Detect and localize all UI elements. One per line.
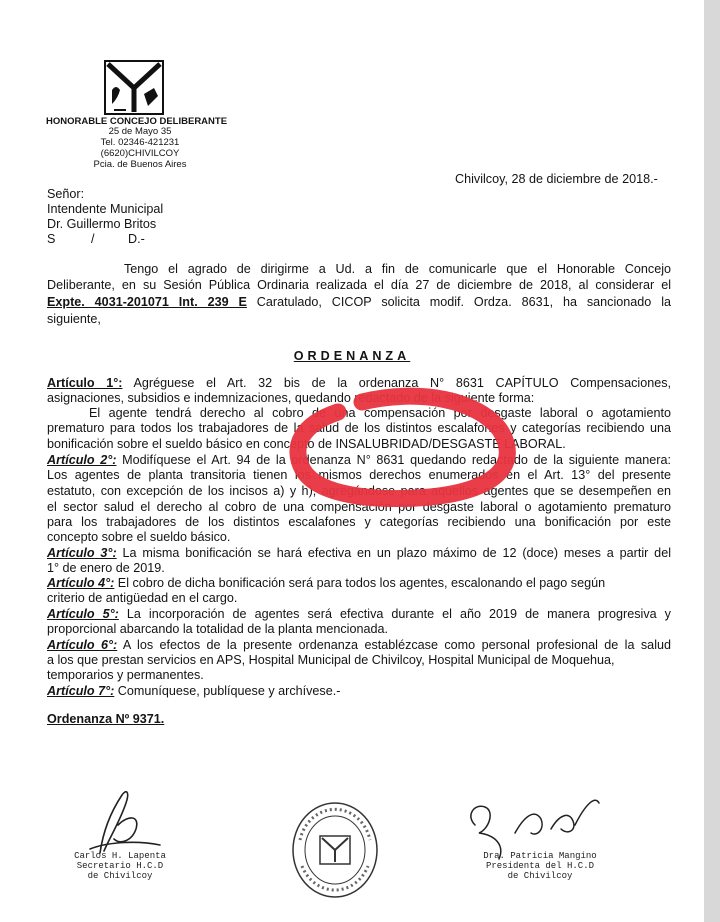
article-1-line-3: El agente tendrá derecho al cobro de una compensación por desgaste laboral o agotamiento xyxy=(89,406,671,420)
article-4-label: Artículo 4°: xyxy=(47,576,115,590)
article-1-line-4: prematuro para todos los trabajadores de la salud de los distintos escalafones y categorías recibiendo una xyxy=(47,421,671,435)
article-2-line-3: estatuto, con excepción de los incisos a) y h), agregándose para aquellos agentes que se desempeñen en xyxy=(47,484,671,498)
article-7-label: Artículo 7°: xyxy=(47,684,115,698)
date-line: Chivilcoy, 28 de diciembre de 2018.- xyxy=(455,172,658,186)
intro-line-2: Deliberante, en su Sesión Pública Ordinaria realizada el día 27 de diciembre de 2018, al considerar el xyxy=(47,278,671,292)
article-1-line-1 xyxy=(47,376,671,392)
article-2-line-6: concepto sobre el sueldo básico. xyxy=(47,530,231,544)
article-2-line-1 xyxy=(47,453,671,469)
article-5-line-1 xyxy=(47,607,671,623)
ordinance-number: Ordenanza Nº 9371. xyxy=(47,712,165,726)
article-1-text: Agréguese el Art. 32 bis de la ordenanza N° 8631 CAPÍTULO Compensaciones, xyxy=(122,376,671,390)
article-6-label: Artículo 6°: xyxy=(47,638,118,652)
intro-line-4: siguiente, xyxy=(47,312,101,326)
signature-left-name: Carlos H. Lapenta xyxy=(74,851,166,861)
signature-left-icon xyxy=(70,785,170,855)
article-4-line-1 xyxy=(47,576,671,592)
article-4-text: El cobro de dicha bonificación será para todos los agentes, escalonando el pago según xyxy=(114,576,606,590)
article-2-line-4: el sector salud el derecho al cobro de una compensación por desgaste laboral o agotamiento prematuro xyxy=(47,500,671,514)
article-2-label: Artículo 2°: xyxy=(47,453,117,467)
article-7-line-1 xyxy=(47,684,671,700)
article-3-text: La misma bonificación se hará efectiva en un plazo máximo de 12 (doce) meses a partir del xyxy=(116,546,671,560)
article-1-line-5: bonificación sobre el sueldo básico en concepto de INSALUBRIDAD/DESGASTE LABORAL. xyxy=(47,437,566,451)
article-6-line-2: a los que prestan servicios en APS, Hospital Municipal de Chivilcoy, Hospital Municipal de Moquehua, xyxy=(47,653,615,667)
article-5-text: La incorporación de agentes será efectiva durante el año 2019 de manera progresiva y xyxy=(118,607,671,621)
article-6-line-1 xyxy=(47,638,671,654)
article-4-line-2: criterio de antigüedad en el cargo. xyxy=(47,591,238,605)
expediente-number: Expte. 4031-201071 Int. 239 E xyxy=(47,295,247,309)
institution-name: HONORABLE CONCEJO DELIBERANTE xyxy=(46,116,228,127)
recipient-d: D.- xyxy=(128,232,145,246)
article-2-line-5: para los trabajadores de los distintos escalafones y categorías recibiendo una bonificación por este xyxy=(47,515,671,529)
intro-line-3-rest: Caratulado, CICOP solicita modif. Ordza. 8631, ha sancionado la xyxy=(246,295,671,309)
province-line: Pcia. de Buenos Aires xyxy=(93,159,187,170)
postal-line: (6620)CHIVILCOY xyxy=(100,148,180,159)
article-7-text: Comuníquese, publíquese y archívese.- xyxy=(114,684,341,698)
signature-right-place: de Chivilcoy xyxy=(507,871,573,881)
article-3-line-1 xyxy=(47,546,671,562)
recipient-title: Intendente Municipal xyxy=(47,202,164,216)
signature-left-role: Secretario H.C.D xyxy=(76,861,164,871)
signature-right-name: Dra. Patricia Mangino xyxy=(483,851,597,861)
council-logo xyxy=(104,60,164,115)
article-6-text: A los efectos de la presente ordenanza establézcase como personal profesional de la salud xyxy=(117,638,671,652)
official-seal-icon xyxy=(290,800,380,900)
signature-left-place: de Chivilcoy xyxy=(87,871,153,881)
article-1-line-2: asignaciones, subsidios e indemnizaciones, quedando redactado de la siguiente forma: xyxy=(47,391,535,405)
article-3-line-2: 1° de enero de 2019. xyxy=(47,561,165,575)
signature-right-icon xyxy=(455,785,605,860)
recipient-name: Dr. Guillermo Britos xyxy=(47,217,157,231)
intro-line-1: Tengo el agrado de dirigirme a Ud. a fin de comunicarle que el Honorable Concejo xyxy=(124,262,671,276)
article-5-label: Artículo 5°: xyxy=(47,607,119,621)
ordinance-title: ORDENANZA xyxy=(293,349,411,363)
recipient-s: S xyxy=(47,232,56,246)
recipient-slash: / xyxy=(91,232,95,246)
article-1-label: Artículo 1°: xyxy=(47,376,123,390)
signature-right-role: Presidenta del H.C.D xyxy=(485,861,595,871)
article-6-line-3: temporarios y permanentes. xyxy=(47,668,204,682)
phone-line: Tel. 02346-421231 xyxy=(100,137,180,148)
article-2-line-2: Los agentes de planta transitoria tienen los mismos derechos enumerados en el Art. 13° del presente xyxy=(47,468,671,482)
article-5-line-2: proporcional abarcando la totalidad de la planta mencionada. xyxy=(47,622,388,636)
article-2-text: Modifíquese el Art. 94 de la ordenanza N° 8631 quedando redactado de la siguiente manera: xyxy=(116,453,671,467)
intro-line-3 xyxy=(47,295,671,311)
article-3-label: Artículo 3°: xyxy=(47,546,117,560)
address-line: 25 de Mayo 35 xyxy=(108,126,172,137)
salutation: Señor: xyxy=(47,187,85,201)
